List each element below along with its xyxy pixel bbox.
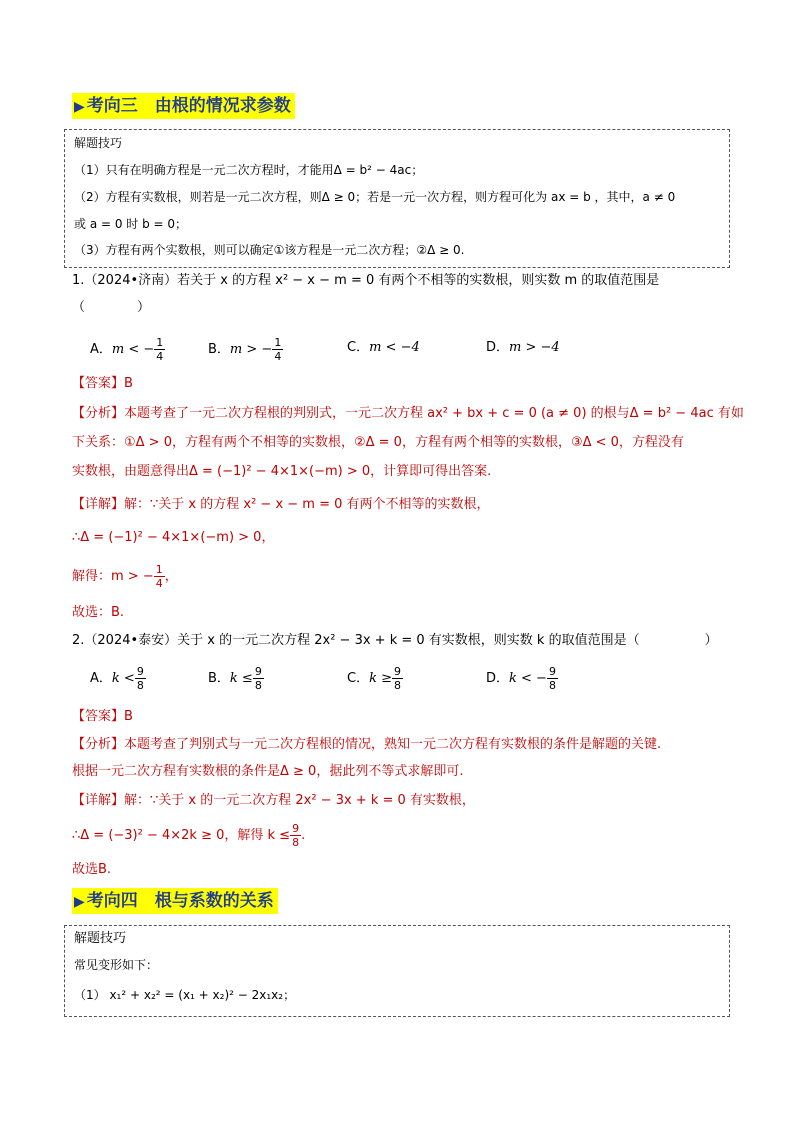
option-a: A．k < $\frac{9}{8}$ [90, 665, 144, 692]
tips-title: 解题技巧 [74, 931, 127, 946]
detail-line: ∴Δ = (−1)² − 4×1×(−m) > 0， [72, 530, 275, 545]
solve-line: ∴Δ = (−3)² − 4×2k ≥ 0，解得 k ≤ $\frac{9}{8}$ . [72, 822, 306, 849]
option-b: B．m > − $\frac{1}{4}$ [208, 336, 282, 363]
detail-line: 【详解】解：∵关于 x 的一元二次方程 2x² − 3x + k = 0 有实数根， [72, 793, 475, 808]
tips-title: 解题技巧 [74, 136, 123, 150]
analysis-line: 实数根，由题意得出Δ = (−1)² − 4×1×(−m) > 0，计算即可得出答案. [72, 464, 492, 479]
option-c: C．k ≥ $\frac{9}{8}$ [347, 665, 401, 692]
tips-line: （1） x₁² + x₂² = (x₁ + x₂)² − 2x₁x₂； [74, 988, 296, 1002]
analysis-line: 【分析】本题考查了一元二次方程根的判别式，一元二次方程 ax² + bx + c = 0 (a ≠ 0) 的根与Δ = b² − 4ac 有如 [72, 406, 744, 421]
option-d: D．m > −4 [486, 340, 560, 355]
analysis-line: 【分析】本题考查了判别式与一元二次方程根的情况，熟知一元二次方程有实数根的条件是解题的关键. [72, 737, 662, 752]
fraction: $\frac{1}{4}$ [274, 336, 282, 363]
answer-paren: （ ） [72, 300, 151, 315]
option-d: D．k < − $\frac{9}{8}$ [486, 665, 556, 692]
option-c: C．m < −4 [347, 340, 420, 355]
analysis-line: 根据一元二次方程有实数根的条件是Δ ≥ 0，据此列不等式求解即可. [72, 764, 464, 779]
detail-line: 【详解】解：∵关于 x 的方程 x² − x − m = 0 有两个不相等的实数根， [72, 497, 490, 512]
solve-line: 解得：m > − $\frac{1}{4}$ ， [72, 563, 178, 590]
section-heading-4 [72, 888, 278, 914]
section-title: 考向四 根与系数的关系 [86, 891, 274, 911]
fraction: $\frac{1}{4}$ [156, 336, 164, 363]
tips-line: （2）方程有实数根，则若是一元二次方程，则Δ ≥ 0；若是一元一次方程，则方程可化为 ax = b ，其中，a ≠ 0 [74, 190, 676, 204]
question-stem: 2.（2024•泰安）关于 x 的一元二次方程 2x² − 3x + k = 0 有实数根，则实数 k 的取值范围是（ ） [72, 633, 718, 648]
fraction: $\frac{9}{8}$ [254, 665, 262, 692]
tips-line: （1）只有在明确方程是一元二次方程时，才能用Δ = b² − 4ac； [74, 163, 424, 177]
fraction: $\frac{9}{8}$ [292, 822, 300, 849]
answer-line: 【答案】B [72, 709, 133, 724]
arrow-icon: ▶ [74, 894, 85, 910]
arrow-icon: ▶ [74, 99, 85, 115]
tips-line: 或 a = 0 时 b = 0； [74, 217, 188, 231]
section-heading-3 [72, 93, 295, 119]
option-b: B．k ≤ $\frac{9}{8}$ [208, 665, 262, 692]
tips-line: 常见变形如下： [74, 958, 159, 972]
choose-line: 故选B. [72, 862, 112, 877]
answer-line: 【答案】B [72, 376, 133, 391]
choose-line: 故选：B. [72, 605, 125, 620]
section-title: 考向三 由根的情况求参数 [86, 96, 291, 116]
tips-box-4 [64, 925, 730, 1017]
fraction: $\frac{9}{8}$ [136, 665, 144, 692]
question-stem: 1.（2024•济南）若关于 x 的方程 x² − x − m = 0 有两个不相等的实数根，则实数 m 的取值范围是 [72, 273, 660, 288]
fraction: $\frac{9}{8}$ [548, 665, 556, 692]
analysis-line: 下关系：①Δ > 0，方程有两个不相等的实数根，②Δ = 0，方程有两个相等的实数根，③Δ < 0，方程没有 [72, 435, 684, 450]
tips-line: （3）方程有两个实数根，则可以确定①该方程是一元二次方程；②Δ ≥ 0. [74, 243, 465, 257]
option-a: A．m < − $\frac{1}{4}$ [90, 336, 164, 363]
fraction: $\frac{9}{8}$ [393, 665, 401, 692]
fraction: $\frac{1}{4}$ [155, 563, 163, 590]
